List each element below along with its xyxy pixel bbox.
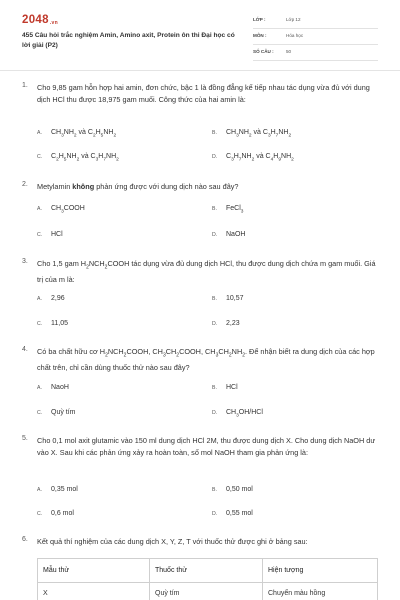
option-letter: A. — [37, 296, 42, 302]
question-number: 4. — [22, 346, 28, 353]
option-letter: A. — [37, 206, 42, 212]
option-text: 2,23 — [226, 320, 240, 327]
option-b[interactable] — [212, 129, 291, 138]
option-text: 0,6 mol — [51, 510, 74, 517]
header-divider — [0, 70, 400, 71]
option-text: NaOH — [226, 231, 246, 238]
table-row — [38, 583, 378, 600]
option-c[interactable] — [37, 320, 68, 327]
question-number: 3. — [22, 258, 28, 265]
option-b[interactable] — [212, 205, 243, 214]
option-text: 0,35 mol — [51, 486, 78, 493]
question-text — [37, 181, 382, 193]
question-1 — [22, 82, 382, 162]
option-text: 0,50 mol — [226, 486, 253, 493]
option-letter: C. — [37, 410, 43, 416]
option-c[interactable] — [37, 153, 119, 162]
option-letter: D. — [212, 410, 218, 416]
option-letter: B. — [212, 206, 217, 212]
option-text: NaoH — [51, 384, 69, 391]
question-emphasis: không — [72, 182, 95, 191]
meta-value: Hóa học — [286, 33, 304, 38]
option-text: HCl — [226, 384, 238, 391]
option-d[interactable] — [212, 510, 253, 517]
meta-info — [253, 15, 378, 63]
option-c[interactable] — [37, 231, 63, 238]
option-text: 2,96 — [51, 295, 65, 302]
question-4 — [22, 346, 382, 420]
option-letter: D. — [212, 154, 218, 160]
option-letter: A. — [37, 487, 42, 493]
option-text: $CH_3NH_2$ và $C_3H_7NH_2$ — [226, 129, 292, 139]
question-number: 2. — [22, 181, 28, 188]
meta-label: LỚP : — [253, 17, 266, 22]
column-header: Thuốc thử — [150, 559, 263, 583]
option-a[interactable] — [37, 129, 116, 138]
question-6 — [22, 536, 382, 550]
option-letter: A. — [37, 385, 42, 391]
option-d[interactable] — [212, 320, 240, 327]
question-number: 1. — [22, 82, 28, 89]
option-c[interactable] — [37, 409, 76, 416]
option-b[interactable] — [212, 295, 244, 302]
question-number: 5. — [22, 435, 28, 442]
option-text: $C_2H_5NH_2$ và $C_3H_7NH_2$ — [51, 153, 119, 163]
table-header-row — [38, 559, 378, 583]
table-cell: X — [38, 583, 150, 600]
option-letter: C. — [37, 232, 43, 238]
question-2 — [22, 181, 382, 241]
option-text: $C_3H_7NH_2$ và $C_4H_9NH_2$ — [226, 153, 294, 163]
option-text: 11,05 — [51, 320, 68, 327]
option-text: HCl — [51, 231, 63, 238]
option-letter: D. — [212, 511, 218, 517]
option-text: Quỳ tím — [51, 409, 76, 416]
meta-row-count — [253, 47, 378, 61]
option-a[interactable] — [37, 205, 85, 214]
option-letter: B. — [212, 296, 217, 302]
logo-text: 2048 — [22, 14, 49, 26]
option-letter: D. — [212, 232, 218, 238]
option-a[interactable] — [37, 486, 78, 493]
option-b[interactable] — [212, 384, 238, 391]
question-text: Cho 0,1 mol axit glutamic vào 150 ml dung dịch HCl 2M, thu được dung dịch X. Cho dung dịch NaOH dư vào X. Sau khi các phản ứng xảy ra hoàn toàn, số mol NaOH tham gia phản ứng là: — [37, 436, 376, 457]
option-letter: C. — [37, 321, 43, 327]
site-logo[interactable] — [22, 14, 58, 26]
meta-label: MÔN : — [253, 33, 267, 38]
meta-row-class — [253, 15, 378, 29]
option-d[interactable] — [212, 231, 245, 238]
option-text: 10,57 — [226, 295, 244, 302]
table-cell: Chuyển màu hồng — [263, 583, 378, 600]
question-text-part: Metylamin — [37, 182, 73, 191]
option-a[interactable] — [37, 384, 69, 391]
table-cell: Quỳ tím — [150, 583, 263, 600]
question-text: Cho 1,5 gam $H_2NCH_2COOH$ tác dụng vừa đủ dung dịch HCl, thu được dung dịch chứa m gam muối. Giá trị của m là: — [37, 259, 376, 285]
option-letter: C. — [37, 511, 43, 517]
logo-suffix: .vn — [49, 20, 58, 26]
option-text: FeCl$_3$ — [226, 205, 244, 215]
question-text: Cho 9,85 gam hỗn hợp hai amin, đơn chức, bậc 1 là đồng đẳng kế tiếp nhau tác dụng vừa đủ với dung dịch HCl thu được 18,975 gam muối. Công thức của hai amin là: — [37, 83, 370, 104]
option-text: $CH_3NH_2$ và $C_2H_5NH_2$ — [51, 129, 117, 139]
option-letter: B. — [212, 487, 217, 493]
option-letter: D. — [212, 321, 218, 327]
option-a[interactable] — [37, 295, 65, 302]
option-letter: C. — [37, 154, 43, 160]
question-text-part: phản ứng được với dung dịch nào sau đây? — [94, 182, 239, 191]
question-text: Có ba chất hữu cơ $H_2NCH_2COOH$, $CH_3CH_2COOH$, $CH_3CH_2NH_2$. Để nhận biết ra dung dịch của các hợp chất trên, chỉ cần dùng thuốc thử nào sau đây? — [37, 347, 375, 373]
option-text: 0,55 mol — [226, 510, 253, 517]
question-number: 6. — [22, 536, 28, 543]
question-5 — [22, 435, 382, 521]
document-title: 455 Câu hỏi trắc nghiệm Amin, Amino axit, Protein ôn thi Đại học có lời giải (P2) — [22, 32, 235, 49]
meta-value: 50 — [286, 49, 292, 54]
column-header: Hiện tượng — [263, 559, 378, 583]
column-header: Mẫu thử — [38, 559, 150, 583]
option-b[interactable] — [212, 486, 253, 493]
option-letter: B. — [212, 385, 217, 391]
meta-label: SỐ CÂU : — [253, 49, 274, 54]
option-text: $CH_3OH$/HCl — [226, 409, 263, 419]
question-text: Kết quả thí nghiệm của các dung dịch X, Y, Z, T với thuốc thử được ghi ở bảng sau: — [37, 537, 308, 546]
meta-row-subject — [253, 31, 378, 45]
result-table — [37, 558, 378, 600]
option-c[interactable] — [37, 510, 74, 517]
option-letter: B. — [212, 130, 217, 136]
option-text: $CH_3COOH$ — [51, 205, 85, 215]
option-d[interactable] — [212, 153, 294, 162]
document-header — [0, 0, 400, 66]
option-d[interactable] — [212, 409, 263, 418]
option-letter: A. — [37, 130, 42, 136]
meta-value: Lớp 12 — [286, 17, 301, 22]
question-3 — [22, 258, 382, 330]
